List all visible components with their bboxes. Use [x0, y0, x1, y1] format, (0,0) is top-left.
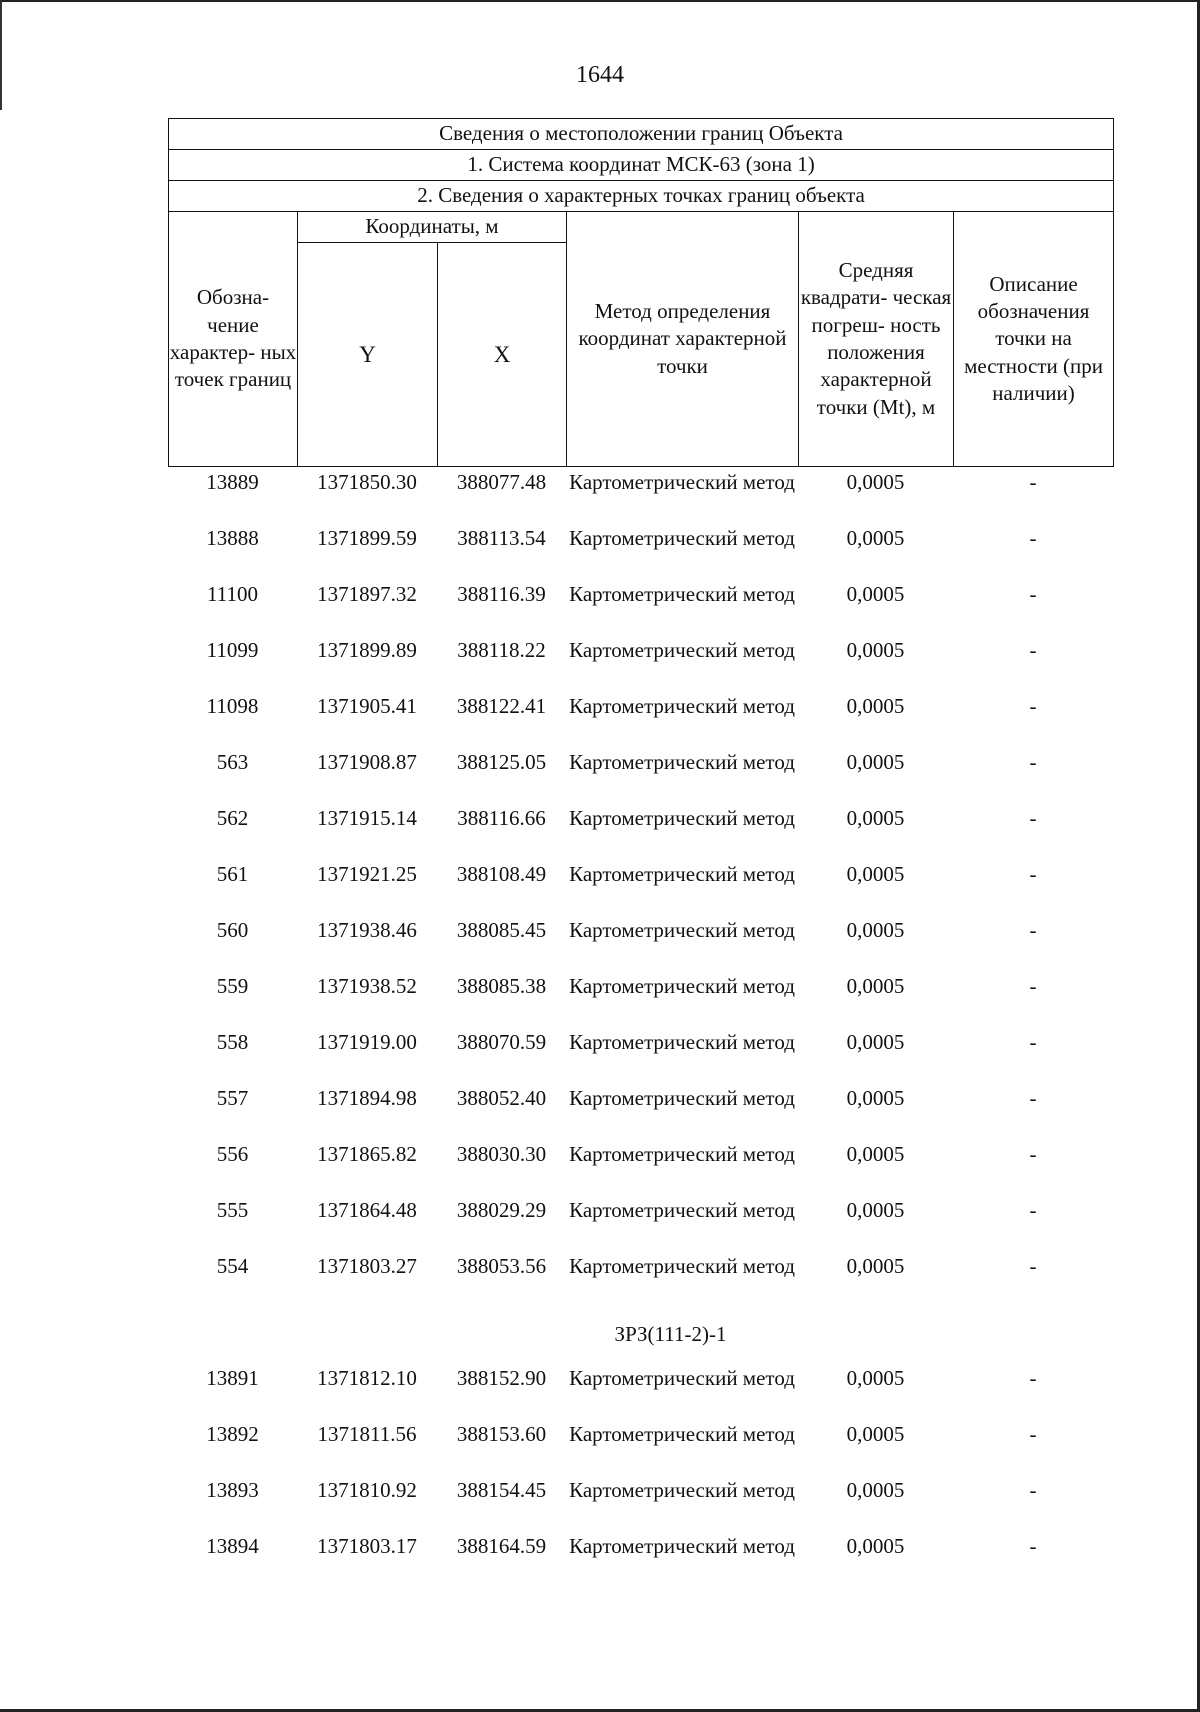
point-id: 13891 — [206, 1366, 259, 1390]
error: 0,0005 — [846, 918, 905, 942]
error: 0,0005 — [846, 1198, 905, 1222]
error: 0,0005 — [846, 1478, 905, 1502]
method: Картометрический метод — [569, 1254, 795, 1278]
method: Картометрический метод — [569, 1198, 795, 1222]
coord-y: 1371897.32 — [317, 582, 417, 606]
table-row — [168, 1140, 1113, 1196]
scan-edge-top — [0, 0, 1200, 2]
coord-x: 388113.54 — [457, 526, 546, 550]
description: - — [1029, 750, 1037, 774]
table-body — [168, 468, 1113, 1588]
coord-x: 388052.40 — [456, 1086, 547, 1110]
coord-y: 1371921.25 — [317, 862, 417, 886]
description: - — [1029, 1086, 1037, 1110]
method: Картометрический метод — [569, 1086, 795, 1110]
point-id: 13893 — [206, 1478, 259, 1502]
table-row — [168, 1364, 1113, 1420]
coord-x: 388118.22 — [457, 638, 546, 662]
table-row — [168, 748, 1113, 804]
coord-y: 1371894.98 — [317, 1086, 417, 1110]
coord-x: 388029.29 — [456, 1198, 547, 1222]
description: - — [1029, 806, 1037, 830]
point-id: 559 — [216, 974, 249, 998]
col-description-header: Описание обозначения точки на местности (при наличии) — [954, 212, 1114, 467]
error: 0,0005 — [846, 1030, 905, 1054]
table-row — [168, 580, 1113, 636]
description: - — [1029, 470, 1037, 494]
coord-y: 1371803.17 — [317, 1534, 417, 1558]
point-id: 558 — [216, 1030, 249, 1054]
point-id: 561 — [216, 862, 249, 886]
error: 0,0005 — [846, 694, 905, 718]
coord-x: 388085.38 — [456, 974, 547, 998]
table-row — [168, 692, 1113, 748]
coord-x: 388053.56 — [456, 1254, 547, 1278]
table-row — [168, 860, 1113, 916]
coord-x: 388122.41 — [456, 694, 547, 718]
coord-x: 388116.66 — [457, 806, 546, 830]
error: 0,0005 — [846, 1422, 905, 1446]
description: - — [1029, 918, 1037, 942]
method: Картометрический метод — [569, 1030, 795, 1054]
coord-system-title: 1. Система координат МСК-63 (зона 1) — [169, 150, 1114, 181]
coord-x: 388030.30 — [456, 1142, 547, 1166]
section-title-text: ЗРЗ(111-2)-1 — [614, 1322, 727, 1346]
coord-y: 1371899.59 — [317, 526, 417, 550]
section-title — [168, 1308, 1113, 1364]
point-id: 11099 — [206, 638, 259, 662]
description: - — [1029, 974, 1037, 998]
error: 0,0005 — [846, 862, 905, 886]
table-row — [168, 1476, 1113, 1532]
coord-x: 388085.45 — [456, 918, 547, 942]
table-row — [168, 916, 1113, 972]
rows-group-main — [168, 468, 1113, 1308]
method: Картометрический метод — [569, 806, 795, 830]
coord-y: 1371810.92 — [317, 1478, 417, 1502]
point-id: 560 — [216, 918, 249, 942]
col-error-header: Средняя квадрати- ческая погреш- ность положения характерной точки (Mt), м — [799, 212, 954, 467]
point-id: 563 — [216, 750, 249, 774]
coord-x: 388108.49 — [456, 862, 547, 886]
point-id: 13892 — [206, 1422, 259, 1446]
coord-x: 388152.90 — [456, 1366, 547, 1390]
coord-y: 1371811.56 — [317, 1422, 417, 1446]
description: - — [1029, 1366, 1037, 1390]
description: - — [1029, 526, 1037, 550]
description: - — [1029, 1142, 1037, 1166]
method: Картометрический метод — [569, 1366, 795, 1390]
description: - — [1029, 638, 1037, 662]
table-row — [168, 468, 1113, 524]
method: Картометрический метод — [569, 862, 795, 886]
table-row — [168, 972, 1113, 1028]
coord-y: 1371812.10 — [317, 1366, 417, 1390]
point-id: 13888 — [206, 526, 259, 550]
error: 0,0005 — [846, 1534, 905, 1558]
point-id: 557 — [216, 1086, 249, 1110]
point-id: 11098 — [206, 694, 259, 718]
scan-edge-left — [0, 0, 2, 110]
error: 0,0005 — [846, 582, 905, 606]
description: - — [1029, 694, 1037, 718]
error: 0,0005 — [846, 806, 905, 830]
header-table — [168, 118, 1114, 467]
points-title: 2. Сведения о характерных точках границ объекта — [169, 181, 1114, 212]
method: Картометрический метод — [569, 1422, 795, 1446]
method: Картометрический метод — [569, 582, 795, 606]
coord-x: 388116.39 — [457, 582, 546, 606]
method: Картометрический метод — [569, 1142, 795, 1166]
method: Картометрический метод — [569, 918, 795, 942]
coord-y: 1371865.82 — [317, 1142, 417, 1166]
description: - — [1029, 1254, 1037, 1278]
coord-x: 388070.59 — [456, 1030, 547, 1054]
coord-y: 1371864.48 — [317, 1198, 417, 1222]
coord-y: 1371850.30 — [317, 470, 417, 494]
description: - — [1029, 1030, 1037, 1054]
point-id: 13894 — [206, 1534, 259, 1558]
method: Картометрический метод — [569, 638, 795, 662]
method: Картометрический метод — [569, 750, 795, 774]
description: - — [1029, 1478, 1037, 1502]
table-row — [168, 1028, 1113, 1084]
coord-y: 1371919.00 — [317, 1030, 417, 1054]
coord-x: 388153.60 — [456, 1422, 547, 1446]
description: - — [1029, 1534, 1037, 1558]
coord-y: 1371908.87 — [317, 750, 417, 774]
table-row — [168, 1084, 1113, 1140]
point-id: 555 — [216, 1198, 249, 1222]
coord-x: 388125.05 — [456, 750, 547, 774]
col-designation-header: Обозна- чение характер- ных точек границ — [169, 212, 298, 467]
description: - — [1029, 1198, 1037, 1222]
coord-y: 1371938.52 — [317, 974, 417, 998]
point-id: 562 — [216, 806, 249, 830]
point-id: 13889 — [206, 470, 259, 494]
page-number: 1644 — [576, 62, 624, 88]
coord-y: 1371905.41 — [317, 694, 417, 718]
col-coords-header: Координаты, м — [298, 212, 567, 243]
table-row — [168, 1196, 1113, 1252]
error: 0,0005 — [846, 1366, 905, 1390]
table-row — [168, 1420, 1113, 1476]
col-y-header: Y — [298, 243, 438, 467]
coord-y: 1371915.14 — [317, 806, 417, 830]
error: 0,0005 — [846, 526, 905, 550]
col-x-header: X — [438, 243, 567, 467]
description: - — [1029, 582, 1037, 606]
method: Картометрический метод — [569, 694, 795, 718]
table-row — [168, 524, 1113, 580]
error: 0,0005 — [846, 974, 905, 998]
description: - — [1029, 1422, 1037, 1446]
method: Картометрический метод — [569, 470, 795, 494]
table-row — [168, 1252, 1113, 1308]
table-row — [168, 804, 1113, 860]
method: Картометрический метод — [569, 1534, 795, 1558]
error: 0,0005 — [846, 470, 905, 494]
method: Картометрический метод — [569, 526, 795, 550]
table-row — [168, 636, 1113, 692]
coord-y: 1371803.27 — [317, 1254, 417, 1278]
error: 0,0005 — [846, 1254, 905, 1278]
col-method-header: Метод определения координат характерной точки — [567, 212, 799, 467]
method: Картометрический метод — [569, 974, 795, 998]
error: 0,0005 — [846, 1142, 905, 1166]
coord-y: 1371938.46 — [317, 918, 417, 942]
table-title: Сведения о местоположении границ Объекта — [169, 119, 1114, 150]
description: - — [1029, 862, 1037, 886]
error: 0,0005 — [846, 1086, 905, 1110]
table-row — [168, 1532, 1113, 1588]
point-id: 11100 — [207, 582, 258, 606]
rows-group-zrz — [168, 1364, 1113, 1588]
method: Картометрический метод — [569, 1478, 795, 1502]
coord-y: 1371899.89 — [317, 638, 417, 662]
error: 0,0005 — [846, 638, 905, 662]
point-id: 554 — [216, 1254, 249, 1278]
coord-x: 388154.45 — [456, 1478, 547, 1502]
point-id: 556 — [216, 1142, 249, 1166]
coord-x: 388077.48 — [456, 470, 547, 494]
coord-x: 388164.59 — [456, 1534, 547, 1558]
error: 0,0005 — [846, 750, 905, 774]
